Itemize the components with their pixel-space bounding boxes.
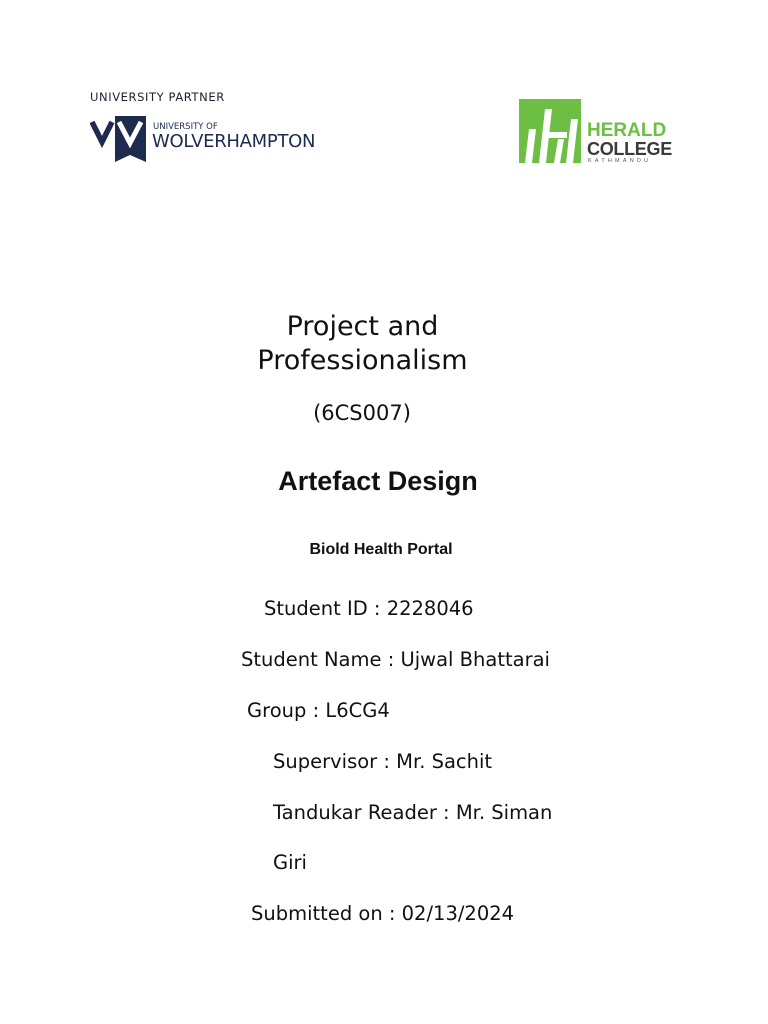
- student-id: Student ID : 2228046: [264, 597, 474, 620]
- student-name: Student Name : Ujwal Bhattarai: [241, 648, 550, 671]
- supervisor: Supervisor : Mr. Sachit: [273, 750, 493, 773]
- herald-logo-name: HERALD: [587, 120, 667, 141]
- module-title: Project and Professionalism: [257, 311, 468, 376]
- university-partner-caption: UNIVERSITY PARTNER: [90, 90, 225, 104]
- module-code: (6CS007): [313, 401, 411, 425]
- reader: Tandukar Reader : Mr. Siman: [273, 801, 553, 824]
- herald-logo-subname: COLLEGE: [587, 139, 672, 159]
- wolverhampton-logo-small-text: UNIVERSITY OF: [153, 122, 218, 132]
- reader-continued: Giri: [273, 851, 307, 874]
- submission-date: Submitted on : 02/13/2024: [251, 902, 515, 925]
- herald-logo-location: KATHMANDU: [588, 158, 652, 164]
- project-name: Biold Health Portal: [309, 541, 453, 558]
- herald-college-logo-icon: [519, 99, 581, 163]
- group: Group : L6CG4: [247, 699, 390, 722]
- wolverhampton-logo-icon: [90, 114, 150, 164]
- wolverhampton-logo-name: WOLVERHAMPTON: [152, 131, 316, 152]
- document-title: Artefact Design: [278, 466, 478, 496]
